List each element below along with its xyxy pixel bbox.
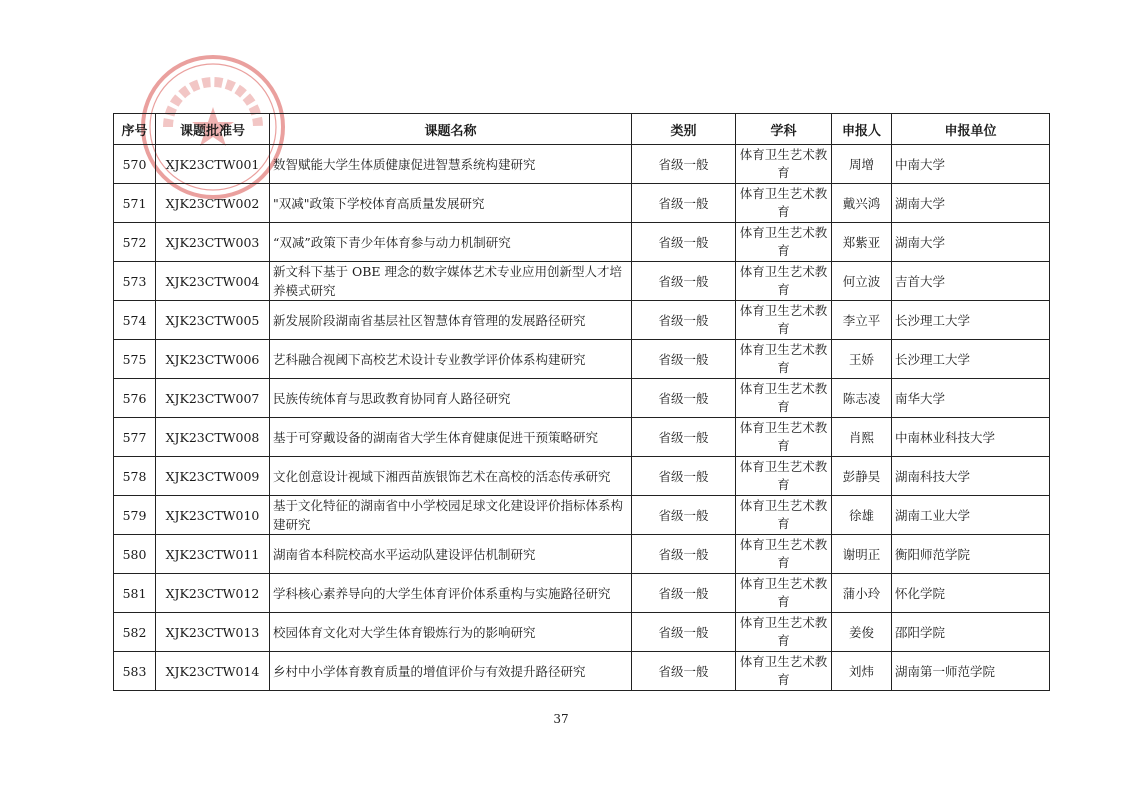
cell-subject: 体育卫生艺术教育 bbox=[736, 574, 832, 613]
cell-code: XJK23CTW010 bbox=[156, 496, 270, 535]
cell-subject: 体育卫生艺术教育 bbox=[736, 496, 832, 535]
cell-index: 576 bbox=[114, 379, 156, 418]
cell-subject: 体育卫生艺术教育 bbox=[736, 223, 832, 262]
cell-index: 571 bbox=[114, 184, 156, 223]
table-row bbox=[114, 613, 1050, 652]
project-table bbox=[113, 113, 1050, 691]
cell-category: 省级一般 bbox=[632, 301, 736, 340]
cell-subject: 体育卫生艺术教育 bbox=[736, 535, 832, 574]
cell-title: 新发展阶段湖南省基层社区智慧体育管理的发展路径研究 bbox=[270, 301, 632, 340]
cell-index: 573 bbox=[114, 262, 156, 301]
cell-subject: 体育卫生艺术教育 bbox=[736, 613, 832, 652]
cell-title: 基于文化特征的湖南省中小学校园足球文化建设评价指标体系构建研究 bbox=[270, 496, 632, 535]
cell-code: XJK23CTW011 bbox=[156, 535, 270, 574]
cell-code: XJK23CTW004 bbox=[156, 262, 270, 301]
cell-applicant: 蒲小玲 bbox=[832, 574, 892, 613]
table-row bbox=[114, 574, 1050, 613]
cell-subject: 体育卫生艺术教育 bbox=[736, 418, 832, 457]
cell-index: 570 bbox=[114, 145, 156, 184]
cell-unit: 南华大学 bbox=[892, 379, 1050, 418]
cell-unit: 衡阳师范学院 bbox=[892, 535, 1050, 574]
table-row bbox=[114, 223, 1050, 262]
header-title: 课题名称 bbox=[270, 114, 632, 145]
cell-applicant: 徐雄 bbox=[832, 496, 892, 535]
cell-subject: 体育卫生艺术教育 bbox=[736, 340, 832, 379]
header-unit: 申报单位 bbox=[892, 114, 1050, 145]
cell-subject: 体育卫生艺术教育 bbox=[736, 262, 832, 301]
cell-title: 基于可穿戴设备的湖南省大学生体育健康促进干预策略研究 bbox=[270, 418, 632, 457]
cell-code: XJK23CTW013 bbox=[156, 613, 270, 652]
cell-code: XJK23CTW009 bbox=[156, 457, 270, 496]
cell-title: 学科核心素养导向的大学生体育评价体系重构与实施路径研究 bbox=[270, 574, 632, 613]
cell-applicant: 周增 bbox=[832, 145, 892, 184]
cell-applicant: 谢明正 bbox=[832, 535, 892, 574]
cell-title: 民族传统体育与思政教育协同育人路径研究 bbox=[270, 379, 632, 418]
cell-applicant: 彭静昊 bbox=[832, 457, 892, 496]
cell-unit: 湖南科技大学 bbox=[892, 457, 1050, 496]
cell-index: 583 bbox=[114, 652, 156, 691]
cell-unit: 湖南第一师范学院 bbox=[892, 652, 1050, 691]
table-row bbox=[114, 418, 1050, 457]
cell-subject: 体育卫生艺术教育 bbox=[736, 301, 832, 340]
table-row bbox=[114, 652, 1050, 691]
cell-unit: 长沙理工大学 bbox=[892, 301, 1050, 340]
cell-category: 省级一般 bbox=[632, 574, 736, 613]
cell-category: 省级一般 bbox=[632, 262, 736, 301]
cell-title: 数智赋能大学生体质健康促进智慧系统构建研究 bbox=[270, 145, 632, 184]
cell-code: XJK23CTW005 bbox=[156, 301, 270, 340]
cell-category: 省级一般 bbox=[632, 223, 736, 262]
cell-unit: 长沙理工大学 bbox=[892, 340, 1050, 379]
cell-subject: 体育卫生艺术教育 bbox=[736, 379, 832, 418]
table-row bbox=[114, 496, 1050, 535]
cell-category: 省级一般 bbox=[632, 457, 736, 496]
header-applicant: 申报人 bbox=[832, 114, 892, 145]
cell-index: 572 bbox=[114, 223, 156, 262]
cell-subject: 体育卫生艺术教育 bbox=[736, 184, 832, 223]
cell-code: XJK23CTW007 bbox=[156, 379, 270, 418]
cell-category: 省级一般 bbox=[632, 379, 736, 418]
table-row bbox=[114, 301, 1050, 340]
page-number: 37 bbox=[553, 712, 569, 726]
cell-title: 校园体育文化对大学生体育锻炼行为的影响研究 bbox=[270, 613, 632, 652]
cell-index: 579 bbox=[114, 496, 156, 535]
cell-code: XJK23CTW014 bbox=[156, 652, 270, 691]
cell-index: 581 bbox=[114, 574, 156, 613]
table-header-row bbox=[114, 114, 1050, 145]
cell-unit: 吉首大学 bbox=[892, 262, 1050, 301]
header-code: 课题批准号 bbox=[156, 114, 270, 145]
cell-category: 省级一般 bbox=[632, 340, 736, 379]
cell-subject: 体育卫生艺术教育 bbox=[736, 457, 832, 496]
cell-applicant: 肖熙 bbox=[832, 418, 892, 457]
cell-title: 文化创意设计视域下湘西苗族银饰艺术在高校的活态传承研究 bbox=[270, 457, 632, 496]
cell-applicant: 姜俊 bbox=[832, 613, 892, 652]
cell-unit: 中南林业科技大学 bbox=[892, 418, 1050, 457]
cell-code: XJK23CTW008 bbox=[156, 418, 270, 457]
cell-title: 湖南省本科院校高水平运动队建设评估机制研究 bbox=[270, 535, 632, 574]
cell-unit: 怀化学院 bbox=[892, 574, 1050, 613]
cell-index: 574 bbox=[114, 301, 156, 340]
cell-applicant: 郑紫亚 bbox=[832, 223, 892, 262]
table-row bbox=[114, 262, 1050, 301]
cell-code: XJK23CTW002 bbox=[156, 184, 270, 223]
cell-unit: 邵阳学院 bbox=[892, 613, 1050, 652]
cell-applicant: 戴兴鸿 bbox=[832, 184, 892, 223]
cell-category: 省级一般 bbox=[632, 535, 736, 574]
cell-subject: 体育卫生艺术教育 bbox=[736, 145, 832, 184]
cell-category: 省级一般 bbox=[632, 652, 736, 691]
cell-category: 省级一般 bbox=[632, 496, 736, 535]
table-row bbox=[114, 457, 1050, 496]
cell-code: XJK23CTW006 bbox=[156, 340, 270, 379]
cell-title: 乡村中小学体育教育质量的增值评价与有效提升路径研究 bbox=[270, 652, 632, 691]
table-row bbox=[114, 340, 1050, 379]
cell-title: 新文科下基于 OBE 理念的数字媒体艺术专业应用创新型人才培养模式研究 bbox=[270, 262, 632, 301]
cell-title: “双减”政策下青少年体育参与动力机制研究 bbox=[270, 223, 632, 262]
cell-unit: 湖南大学 bbox=[892, 223, 1050, 262]
cell-applicant: 刘炜 bbox=[832, 652, 892, 691]
cell-index: 578 bbox=[114, 457, 156, 496]
header-subject: 学科 bbox=[736, 114, 832, 145]
cell-code: XJK23CTW012 bbox=[156, 574, 270, 613]
cell-title: 艺科融合视阈下高校艺术设计专业教学评价体系构建研究 bbox=[270, 340, 632, 379]
table-row bbox=[114, 379, 1050, 418]
cell-unit: 湖南大学 bbox=[892, 184, 1050, 223]
cell-applicant: 何立波 bbox=[832, 262, 892, 301]
table-row bbox=[114, 145, 1050, 184]
cell-applicant: 王娇 bbox=[832, 340, 892, 379]
cell-category: 省级一般 bbox=[632, 145, 736, 184]
cell-index: 577 bbox=[114, 418, 156, 457]
table-row bbox=[114, 184, 1050, 223]
table-row bbox=[114, 535, 1050, 574]
cell-unit: 中南大学 bbox=[892, 145, 1050, 184]
cell-unit: 湖南工业大学 bbox=[892, 496, 1050, 535]
cell-subject: 体育卫生艺术教育 bbox=[736, 652, 832, 691]
cell-index: 580 bbox=[114, 535, 156, 574]
cell-category: 省级一般 bbox=[632, 613, 736, 652]
header-index: 序号 bbox=[114, 114, 156, 145]
header-category: 类别 bbox=[632, 114, 736, 145]
cell-applicant: 李立平 bbox=[832, 301, 892, 340]
cell-index: 575 bbox=[114, 340, 156, 379]
cell-code: XJK23CTW001 bbox=[156, 145, 270, 184]
cell-title: "双减"政策下学校体育高质量发展研究 bbox=[270, 184, 632, 223]
cell-index: 582 bbox=[114, 613, 156, 652]
cell-category: 省级一般 bbox=[632, 418, 736, 457]
cell-code: XJK23CTW003 bbox=[156, 223, 270, 262]
cell-applicant: 陈志凌 bbox=[832, 379, 892, 418]
cell-category: 省级一般 bbox=[632, 184, 736, 223]
